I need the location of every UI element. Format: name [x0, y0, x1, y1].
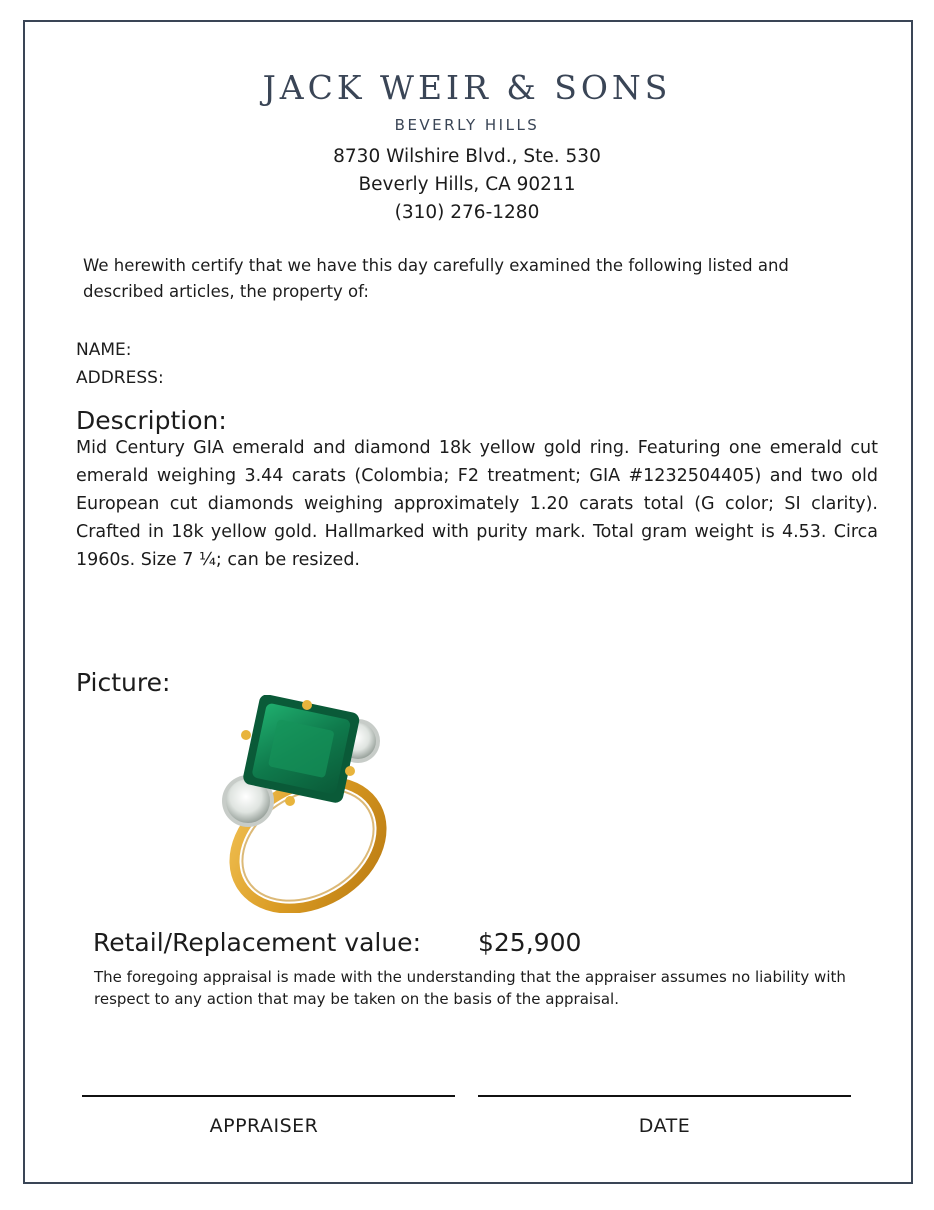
appraiser-signature-line [82, 1095, 455, 1097]
date-signature-line [478, 1095, 851, 1097]
value-amount: $25,900 [478, 928, 582, 957]
description-heading: Description: [76, 406, 227, 435]
brand-location: BEVERLY HILLS [394, 116, 540, 134]
date-label: DATE [638, 1115, 691, 1137]
description-text: Mid Century GIA emerald and diamond 18k yellow gold ring. Featuring one emerald cut emerald weighing 3.44 carats (Colombia; F2 treatment; GIA #1232504405) and two old European cut diamonds weighing approximately 1.20 carats total (G color; SI clarity). Crafted in 18k yellow gold. Hallmarked with purity mark. Total gram weight is 4.53. Circa 1960s. Size 7 ¼; can be resized. [76, 438, 878, 570]
address-line-2: Beverly Hills, CA 90211 [358, 174, 576, 195]
address-line-1: 8730 Wilshire Blvd., Ste. 530 [333, 146, 601, 167]
value-label: Retail/Replacement value: [93, 928, 421, 957]
certification-statement: We herewith certify that we have this day carefully examined the following listed and described articles, the property of: [83, 256, 789, 301]
disclaimer-text: The foregoing appraisal is made with the understanding that the appraiser assumes no liability with respect to any action that may be taken on the basis of the appraisal. [94, 968, 846, 1008]
brand-name: JACK WEIR & SONS [262, 68, 672, 107]
name-label: NAME: [76, 340, 132, 360]
ring-image [208, 695, 398, 913]
phone-number: (310) 276-1280 [394, 202, 540, 223]
address-label: ADDRESS: [76, 368, 164, 388]
picture-heading: Picture: [76, 668, 171, 697]
appraiser-label: APPRAISER [209, 1115, 319, 1137]
